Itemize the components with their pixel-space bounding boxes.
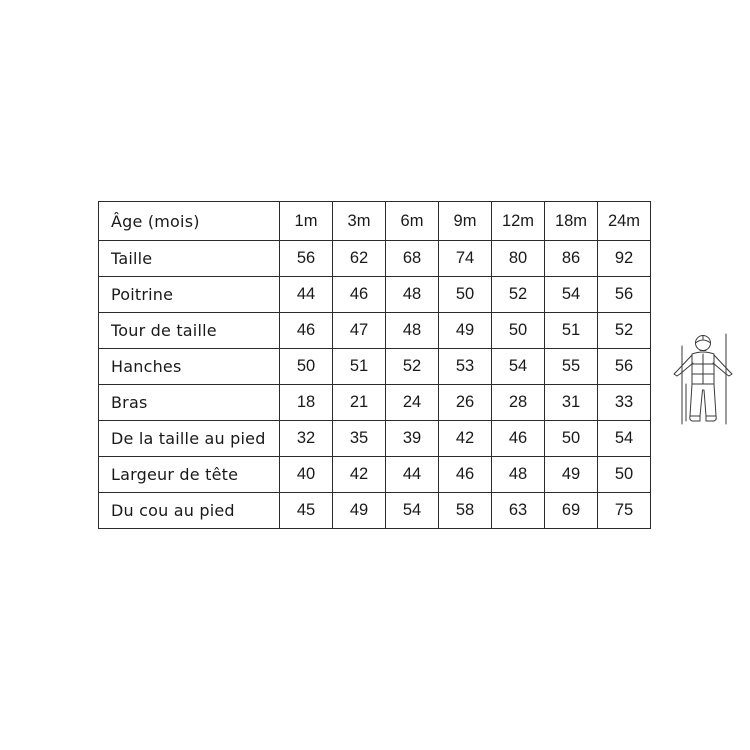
header-cell-12m: 12m xyxy=(492,202,545,241)
row-label: Du cou au pied xyxy=(99,493,280,529)
table-cell: 44 xyxy=(386,457,439,493)
table-cell: 51 xyxy=(333,349,386,385)
table-header-row xyxy=(99,202,651,241)
table-row xyxy=(99,241,651,277)
table-cell: 50 xyxy=(439,277,492,313)
row-label: Tour de taille xyxy=(99,313,280,349)
table-cell: 32 xyxy=(280,421,333,457)
row-label: De la taille au pied xyxy=(99,421,280,457)
header-cell-age: Âge (mois) xyxy=(99,202,280,241)
table-cell: 21 xyxy=(333,385,386,421)
table-cell: 58 xyxy=(439,493,492,529)
table-cell: 52 xyxy=(598,313,651,349)
row-label: Largeur de tête xyxy=(99,457,280,493)
baby-measurement-figure-icon xyxy=(664,328,734,432)
header-cell-24m: 24m xyxy=(598,202,651,241)
table-cell: 52 xyxy=(492,277,545,313)
table-cell: 48 xyxy=(386,313,439,349)
table-cell: 75 xyxy=(598,493,651,529)
table-cell: 53 xyxy=(439,349,492,385)
table-row xyxy=(99,421,651,457)
size-table xyxy=(98,201,651,529)
table-cell: 40 xyxy=(280,457,333,493)
table-cell: 62 xyxy=(333,241,386,277)
header-cell-9m: 9m xyxy=(439,202,492,241)
table-cell: 86 xyxy=(545,241,598,277)
table-cell: 56 xyxy=(280,241,333,277)
table-cell: 28 xyxy=(492,385,545,421)
row-label: Taille xyxy=(99,241,280,277)
table-cell: 42 xyxy=(439,421,492,457)
header-cell-18m: 18m xyxy=(545,202,598,241)
table-cell: 51 xyxy=(545,313,598,349)
table-row xyxy=(99,277,651,313)
row-label: Poitrine xyxy=(99,277,280,313)
table-cell: 49 xyxy=(545,457,598,493)
table-cell: 44 xyxy=(280,277,333,313)
table-cell: 54 xyxy=(598,421,651,457)
table-cell: 26 xyxy=(439,385,492,421)
table-cell: 39 xyxy=(386,421,439,457)
table-cell: 33 xyxy=(598,385,651,421)
table-cell: 54 xyxy=(545,277,598,313)
table-cell: 31 xyxy=(545,385,598,421)
table-cell: 45 xyxy=(280,493,333,529)
table-cell: 24 xyxy=(386,385,439,421)
table-cell: 56 xyxy=(598,277,651,313)
table-cell: 55 xyxy=(545,349,598,385)
table-cell: 50 xyxy=(545,421,598,457)
table-cell: 35 xyxy=(333,421,386,457)
table-cell: 54 xyxy=(386,493,439,529)
table-cell: 48 xyxy=(386,277,439,313)
table-cell: 68 xyxy=(386,241,439,277)
table-cell: 46 xyxy=(333,277,386,313)
table-cell: 49 xyxy=(333,493,386,529)
header-cell-3m: 3m xyxy=(333,202,386,241)
table-cell: 47 xyxy=(333,313,386,349)
table-cell: 42 xyxy=(333,457,386,493)
table-cell: 46 xyxy=(280,313,333,349)
table-cell: 63 xyxy=(492,493,545,529)
table-row xyxy=(99,385,651,421)
header-cell-6m: 6m xyxy=(386,202,439,241)
table-row xyxy=(99,349,651,385)
table-cell: 52 xyxy=(386,349,439,385)
row-label: Bras xyxy=(99,385,280,421)
table-cell: 92 xyxy=(598,241,651,277)
row-label: Hanches xyxy=(99,349,280,385)
table-cell: 69 xyxy=(545,493,598,529)
table-cell: 56 xyxy=(598,349,651,385)
table-cell: 49 xyxy=(439,313,492,349)
table-cell: 74 xyxy=(439,241,492,277)
table-cell: 48 xyxy=(492,457,545,493)
table-cell: 80 xyxy=(492,241,545,277)
table-cell: 54 xyxy=(492,349,545,385)
table-cell: 50 xyxy=(492,313,545,349)
table-cell: 18 xyxy=(280,385,333,421)
table-cell: 46 xyxy=(492,421,545,457)
table-row xyxy=(99,493,651,529)
table-cell: 50 xyxy=(280,349,333,385)
table-row xyxy=(99,457,651,493)
table-cell: 50 xyxy=(598,457,651,493)
header-cell-1m: 1m xyxy=(280,202,333,241)
table-row xyxy=(99,313,651,349)
table-cell: 46 xyxy=(439,457,492,493)
